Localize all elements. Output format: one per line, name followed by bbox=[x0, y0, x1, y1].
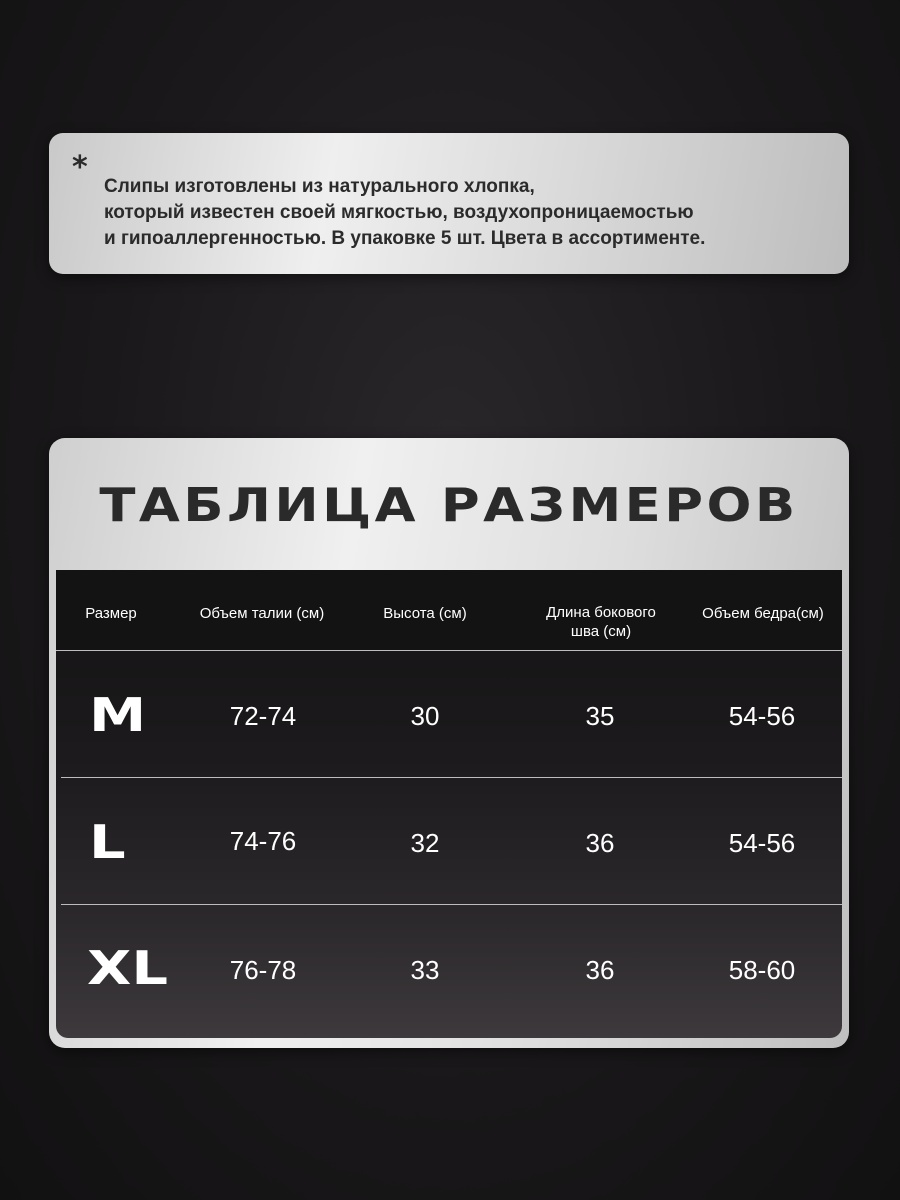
table-row-xl-hip: 58-60 bbox=[728, 955, 796, 985]
table-row-xl-side-seam: 36 bbox=[585, 955, 615, 985]
row-divider-1 bbox=[61, 777, 842, 778]
header-side-seam: Длина бокового шва (см) bbox=[546, 604, 656, 640]
table-row-m-side-seam: 35 bbox=[585, 701, 615, 731]
table-row-size-l: L bbox=[89, 815, 126, 869]
table-row-xl-height: 33 bbox=[410, 955, 440, 985]
table-row-l-height: 32 bbox=[410, 828, 440, 858]
description-text bbox=[104, 174, 824, 252]
size-table bbox=[56, 570, 842, 1038]
table-row-l-hip: 54-56 bbox=[728, 828, 796, 858]
description-line-1: Слипы изготовлены из натурального хлопка, bbox=[104, 176, 535, 197]
table-row-m-waist: 72-74 bbox=[229, 701, 297, 731]
description-line-3: и гипоаллергенностью. В упаковке 5 шт. Цвета в ассортименте. bbox=[104, 228, 706, 249]
table-row-m-hip: 54-56 bbox=[728, 701, 796, 731]
header-size: Размер bbox=[85, 605, 137, 622]
header-waist: Объем талии (см) bbox=[199, 605, 325, 622]
description-line-2: который известен своей мягкостью, воздухопроницаемостью bbox=[104, 202, 694, 223]
table-row-size-m: M bbox=[89, 688, 147, 742]
size-table-title: ТАБЛИЦА РАЗМЕРОВ bbox=[99, 478, 799, 532]
table-row-l-side-seam: 36 bbox=[585, 828, 615, 858]
header-hip: Объем бедра(см) bbox=[702, 605, 824, 622]
asterisk-icon: * bbox=[72, 150, 88, 185]
table-row-xl-waist: 76-78 bbox=[229, 955, 297, 985]
table-header-row bbox=[56, 570, 842, 650]
table-row-l-waist: 74-76 bbox=[229, 826, 297, 856]
table-row-m-height: 30 bbox=[410, 701, 440, 731]
header-divider bbox=[56, 650, 842, 651]
table-row-size-xl: XL bbox=[87, 941, 168, 995]
header-height: Высота (см) bbox=[383, 605, 467, 622]
row-divider-2 bbox=[61, 904, 842, 905]
